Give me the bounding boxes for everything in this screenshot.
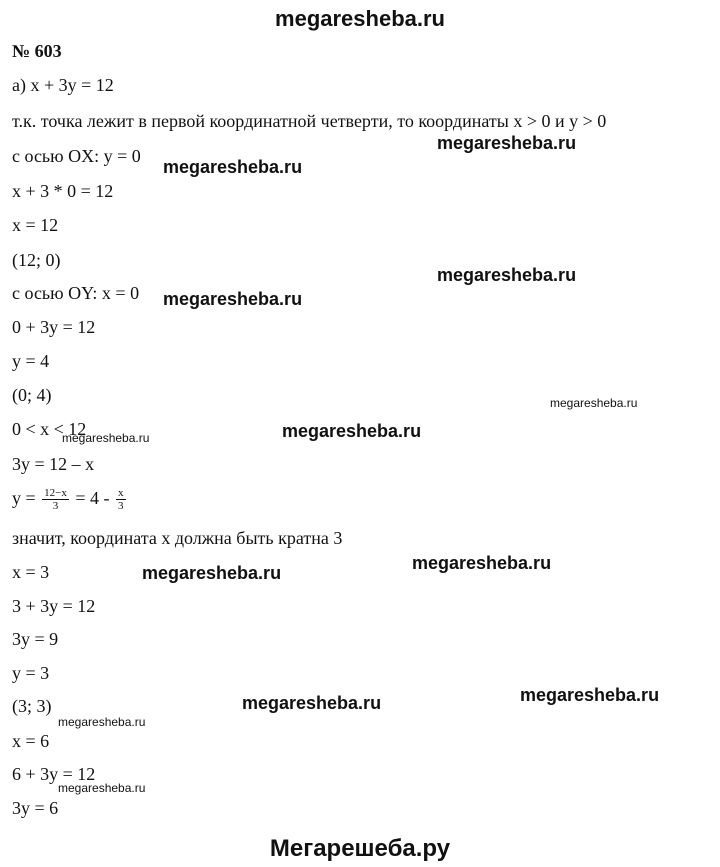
value-line: x = 3 [12, 562, 50, 582]
point-line: (12; 0) [12, 250, 61, 270]
fraction-numerator: x [118, 487, 124, 500]
result-line: x = 12 [12, 215, 59, 235]
formula-lhs: y = [12, 488, 36, 508]
equation-line: а) x + 3y = 12 [12, 75, 114, 95]
watermark: megaresheba.ru [163, 157, 303, 177]
fraction [116, 487, 126, 512]
expression-line: 3y = 6 [12, 798, 59, 818]
site-header: megaresheba.ru [275, 6, 445, 31]
watermark: megaresheba.ru [412, 553, 552, 573]
result-line: y = 4 [12, 351, 50, 371]
axis-oy-line: с осью OY: x = 0 [12, 283, 140, 303]
substitution-line: x + 3 * 0 = 12 [12, 181, 114, 201]
site-footer: Мегарешеба.ру [269, 835, 451, 862]
watermark: megaresheba.ru [520, 685, 660, 705]
point-line: (3; 3) [12, 696, 52, 716]
fraction-denominator: 3 [52, 500, 59, 513]
fraction-denominator: 3 [118, 500, 124, 513]
watermark: megaresheba.ru [62, 431, 150, 445]
watermark: megaresheba.ru [58, 715, 146, 729]
watermark: megaresheba.ru [282, 421, 422, 441]
axis-ox-line: с осью OX: y = 0 [12, 146, 141, 166]
condition-line: т.к. точка лежит в первой координатной четверти, то координаты x > 0 и y > 0 [12, 111, 607, 131]
watermark: megaresheba.ru [242, 693, 382, 713]
watermark: megaresheba.ru [437, 265, 577, 285]
watermark: megaresheba.ru [550, 396, 638, 410]
point-line: (0; 4) [12, 385, 52, 405]
expression-line: 3y = 9 [12, 629, 59, 649]
task-number: № 603 [12, 41, 62, 61]
conclusion-line: значит, координата x должна быть кратна 3 [12, 528, 343, 548]
watermark: megaresheba.ru [437, 133, 577, 153]
fraction [42, 487, 69, 512]
watermark: megaresheba.ru [58, 781, 146, 795]
substitution-line: 3 + 3y = 12 [12, 596, 96, 616]
range-line: 0 < x < 12 [12, 419, 87, 439]
value-line: x = 6 [12, 731, 50, 751]
substitution-line: 0 + 3y = 12 [12, 317, 96, 337]
fraction-numerator: 12−x [44, 487, 67, 500]
substitution-line: 6 + 3y = 12 [12, 764, 96, 784]
formula-mid: = 4 - [75, 488, 110, 508]
watermark: megaresheba.ru [163, 289, 303, 309]
expression-line: 3y = 12 – x [12, 454, 95, 474]
result-line: y = 3 [12, 663, 50, 683]
watermark: megaresheba.ru [142, 563, 282, 583]
formula-line [12, 483, 128, 513]
